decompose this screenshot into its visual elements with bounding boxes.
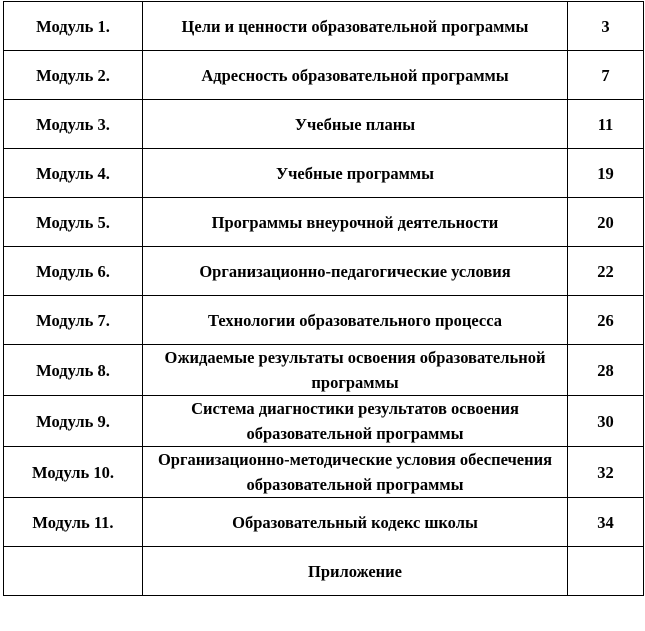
module-number: Модуль 6. <box>4 247 143 296</box>
table-row <box>4 100 644 149</box>
module-title: Технологии образовательного процесса <box>143 296 568 345</box>
table-row <box>4 345 644 396</box>
table-row <box>4 149 644 198</box>
module-title: Учебные планы <box>143 100 568 149</box>
page-number: 22 <box>568 247 644 296</box>
table-row <box>4 2 644 51</box>
page-number <box>568 547 644 596</box>
module-title: Ожидаемые результаты освоения образовательной программы <box>143 345 568 396</box>
module-number: Модуль 7. <box>4 296 143 345</box>
table-of-contents <box>3 1 644 596</box>
module-number <box>4 547 143 596</box>
page-number: 34 <box>568 498 644 547</box>
module-number: Модуль 2. <box>4 51 143 100</box>
module-title: Программы внеурочной деятельности <box>143 198 568 247</box>
module-number: Модуль 9. <box>4 396 143 447</box>
page-number: 30 <box>568 396 644 447</box>
module-number: Модуль 3. <box>4 100 143 149</box>
page-number: 26 <box>568 296 644 345</box>
module-title: Система диагностики результатов освоения образовательной программы <box>143 396 568 447</box>
module-number: Модуль 4. <box>4 149 143 198</box>
module-title: Образовательный кодекс школы <box>143 498 568 547</box>
module-number: Модуль 8. <box>4 345 143 396</box>
module-title: Адресность образовательной программы <box>143 51 568 100</box>
page-number: 20 <box>568 198 644 247</box>
module-title: Цели и ценности образовательной программы <box>143 2 568 51</box>
module-title: Организационно-методические условия обеспечения образовательной программы <box>143 447 568 498</box>
page-number: 7 <box>568 51 644 100</box>
table-row <box>4 498 644 547</box>
table-row <box>4 447 644 498</box>
module-number: Модуль 11. <box>4 498 143 547</box>
module-number: Модуль 10. <box>4 447 143 498</box>
module-number: Модуль 1. <box>4 2 143 51</box>
table-row <box>4 247 644 296</box>
table-row <box>4 396 644 447</box>
page-number: 32 <box>568 447 644 498</box>
table-row <box>4 198 644 247</box>
page-number: 3 <box>568 2 644 51</box>
module-number: Модуль 5. <box>4 198 143 247</box>
page-number: 19 <box>568 149 644 198</box>
page-number: 28 <box>568 345 644 396</box>
table-row <box>4 296 644 345</box>
module-title: Приложение <box>143 547 568 596</box>
page-number: 11 <box>568 100 644 149</box>
module-title: Организационно-педагогические условия <box>143 247 568 296</box>
table-row <box>4 51 644 100</box>
module-title: Учебные программы <box>143 149 568 198</box>
table-row <box>4 547 644 596</box>
